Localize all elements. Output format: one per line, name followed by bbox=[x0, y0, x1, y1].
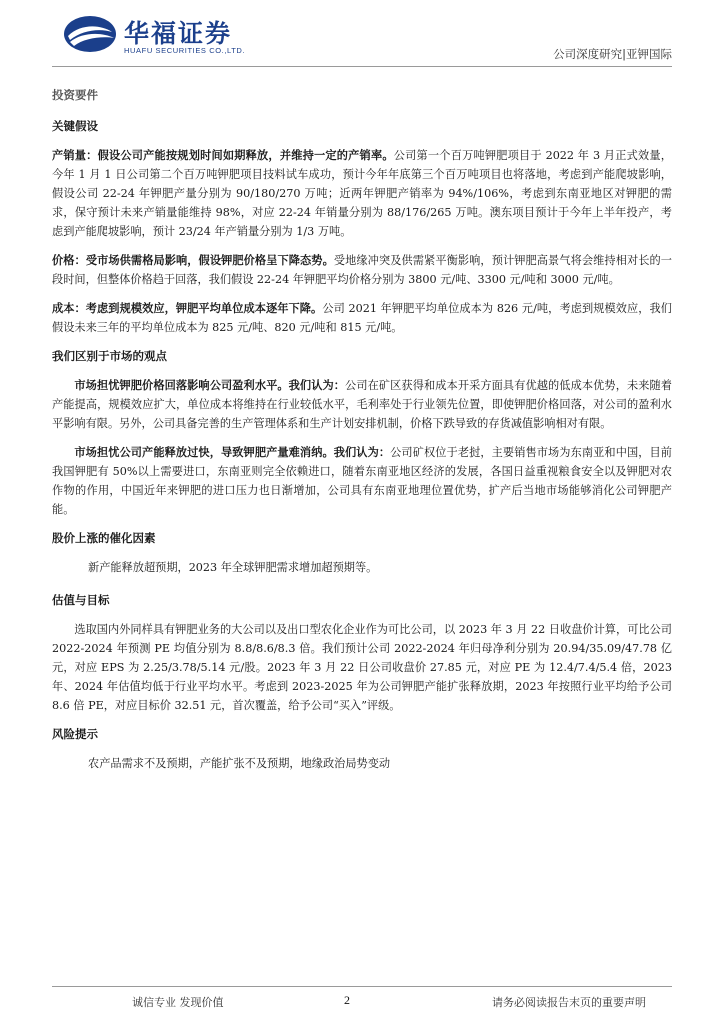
price-lead: 价格：受市场供需格局影响，假设钾肥价格呈下降态势。 bbox=[52, 253, 334, 267]
views-heading: 我们区别于市场的观点 bbox=[52, 349, 167, 363]
view1-paragraph bbox=[52, 376, 672, 433]
footer-slogan: 诚信专业 发现价值 bbox=[132, 996, 224, 1009]
catalyst-text: 新产能释放超预期，2023 年全球钾肥需求增加超预期等。 bbox=[88, 561, 378, 574]
page-header bbox=[0, 0, 724, 70]
view1-lead: 市场担忧钾肥价格回落影响公司盈利水平。我们认为： bbox=[74, 378, 346, 392]
view2-body: 公司矿权位于老挝，主要销售市场为东南亚和中国，目前我国钾肥有 50%以上需要进口，东南亚则完全依赖进口，随着东南亚地区经济的发展，各国日益重视粮食安全以及钾肥对农作物的作用，中国近年来钾肥的进口压力也日渐增加，公司具有东南亚地理位置优势，扩产后当地市场能够消化公司钾肥产能。 bbox=[52, 446, 672, 516]
view2-paragraph bbox=[52, 443, 672, 519]
production-paragraph bbox=[52, 146, 672, 241]
cost-paragraph bbox=[52, 299, 672, 337]
page-number: 2 bbox=[344, 993, 350, 1007]
header-divider bbox=[52, 66, 672, 67]
logo-mark-icon bbox=[62, 14, 118, 54]
company-logo bbox=[62, 14, 247, 58]
logo-english-name: HUAFU SECURITIES CO.,LTD. bbox=[124, 46, 246, 55]
cost-body: 公司 2021 年钾肥平均单位成本为 826 元/吨，考虑到规模效应，我们假设未来三年的平均单位成本为 825 元/吨、820 元/吨和 815 元/吨。 bbox=[52, 302, 672, 334]
view2-lead: 市场担忧公司产能释放过快，导致钾肥产量难消纳。我们认为： bbox=[74, 445, 391, 459]
section-title: 投资要件 bbox=[52, 88, 98, 102]
key-assumptions-heading: 关键假设 bbox=[52, 119, 98, 133]
catalyst-heading: 股价上涨的催化因素 bbox=[52, 531, 156, 545]
footer-divider bbox=[52, 986, 672, 987]
valuation-text: 选取国内外同样具有钾肥业务的大公司以及出口型农化企业作为可比公司，以 2023 年 3 月 22 日收盘价计算，可比公司 2022-2024 年预测 PE 均值分别为 8.8/8.6/8.3 倍。我们预计公司 2022-2024 年归母净利分别为 20.94/35.09/47.78 亿元，对应 EPS 为 2.25/3.78/5.14 元/股。2023 年 3 月 22 日公司收盘价 27.85 元，对应 PE 为 12.4/7.4/5.4 倍，2023 年、2024 年估值均低于行业平均水平。考虑到 2023-2025 年为公司钾肥产能扩张释放期，2023 年按照行业平均给予公司 8.6 倍 PE，对应目标价 32.51 元，首次覆盖，给予公司“买入”评级。 bbox=[52, 623, 672, 712]
price-body: 受地缘冲突及供需紧平衡影响，预计钾肥高景气将会维持相对长的一段时间，但整体价格趋于回落，我们假设 22-24 年钾肥平均价格分别为 3800 元/吨、3300 元/吨和 3000 元/吨。 bbox=[52, 254, 672, 286]
cost-lead: 成本：考虑到规模效应，钾肥平均单位成本逐年下降。 bbox=[52, 301, 323, 315]
price-paragraph bbox=[52, 251, 672, 289]
report-body bbox=[52, 86, 672, 787]
logo-chinese-name: 华福证券 bbox=[124, 19, 233, 48]
production-body: 公司第一个百万吨钾肥项目于 2022 年 3 月正式效量，今年 1 月 1 日公司第二个百万吨钾肥项目技料试车成功，预计今年年底第三个百万吨项目也将落地，考虑到产能爬坡影响，假设公司 22-24 年钾肥产量分别为 90/180/270 万吨；近两年钾肥产销率为 94%/106%，考虑到东南亚地区对钾肥的需求，保守预计未来产销量能维持 98%，对应 22-24 年销量分别为 88/176/265 万吨。澳东项目预计于今年上半年投产，考虑到产能爬坡影响，预计 23/24 年产销量分别为 1/3 万吨。 bbox=[52, 149, 672, 238]
report-type-label: 公司深度研究|亚钾国际 bbox=[553, 47, 672, 61]
view1-body: 公司在矿区获得和成本开采方面具有优越的低成本优势，未来随着产能提高，规模效应扩大，单位成本将维持在行业较低水平，毛利率处于行业领先位置，即使钾肥价格回落，对公司的盈利水平影响有限。另外，公司具备完善的生产管理体系和生产计划安排机制，价格下跌导致的存货减值影响相对有限。 bbox=[52, 379, 672, 430]
valuation-heading: 估值与目标 bbox=[52, 593, 110, 607]
footer-disclaimer: 请务必阅读报告末页的重要声明 bbox=[492, 996, 646, 1009]
risk-text: 农产品需求不及预期，产能扩张不及预期，地缘政治局势变动 bbox=[88, 757, 391, 770]
risk-heading: 风险提示 bbox=[52, 727, 98, 741]
production-lead: 产销量：假设公司产能按规划时间如期释放，并维持一定的产销率。 bbox=[52, 148, 394, 162]
